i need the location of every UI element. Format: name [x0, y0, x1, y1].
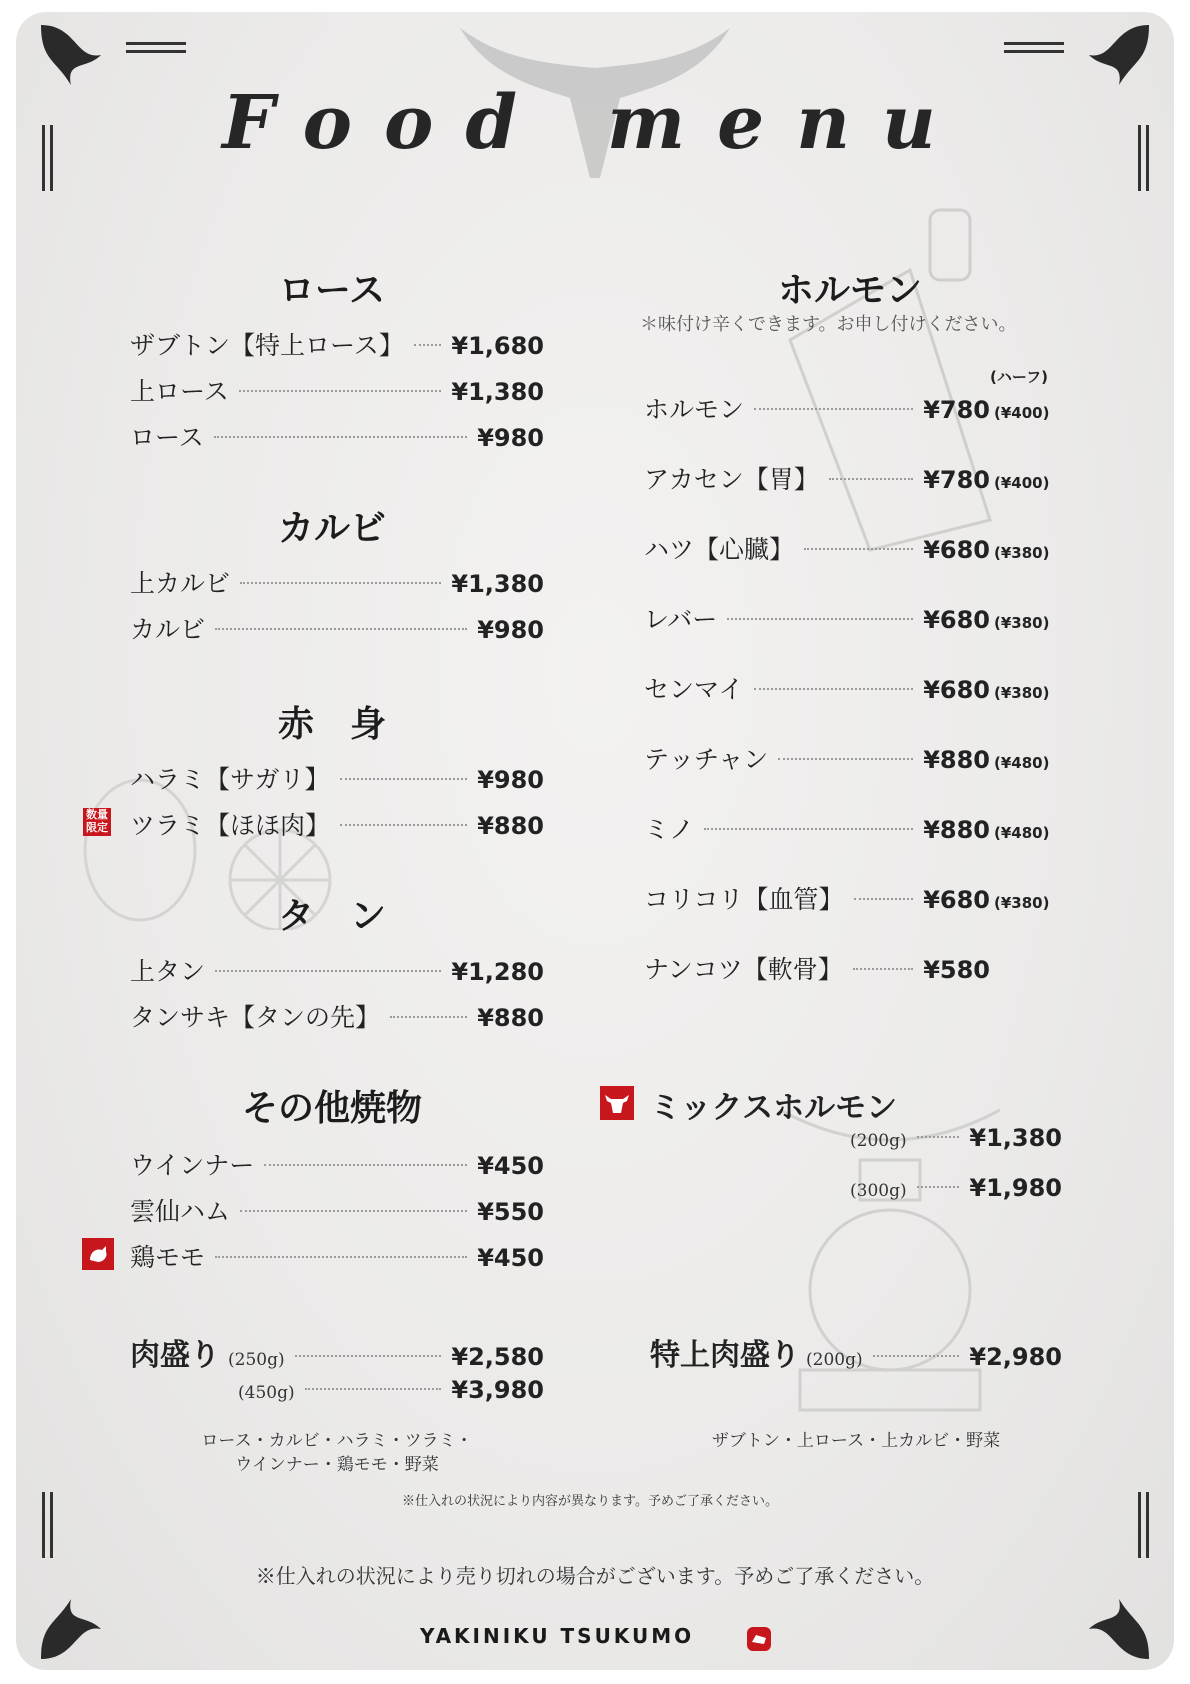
menu-item: [644, 390, 1060, 424]
item-name: ザブトン【特上ロース】: [130, 331, 404, 360]
item-price: ¥980: [477, 424, 544, 452]
item-price: ¥3,980: [451, 1376, 544, 1404]
menu-item: [850, 1124, 1062, 1158]
tokujo-contents: ザブトン・上ロース・上カルビ・野菜: [711, 1431, 1001, 1451]
section-heading-horumon: ホルモン: [777, 269, 922, 311]
moriawase-note: ※仕入れの状況により内容が異なります。予めご了承ください。: [402, 1494, 778, 1509]
menu-item: [644, 600, 1060, 634]
dot-leader: [873, 1355, 960, 1357]
item-name: ウインナー: [130, 1151, 255, 1180]
dot-leader: [215, 970, 441, 972]
dot-leader: [754, 688, 914, 690]
item-price: ¥1,380: [451, 570, 544, 598]
page-title: Food menu: [222, 80, 968, 166]
item-price: ¥450: [477, 1244, 544, 1272]
dot-leader: [829, 478, 913, 480]
menu-item: [644, 740, 1060, 774]
dot-leader: [853, 968, 913, 970]
dot-leader: [778, 758, 913, 760]
item-price: ¥1,280: [451, 958, 544, 986]
moriawase-row: [130, 1376, 544, 1410]
dot-leader: [240, 582, 441, 584]
spicy-note: ＊味付け辛くできます。お申し付けください。: [640, 314, 1017, 335]
dot-leader: [215, 1256, 467, 1258]
menu-item: [130, 952, 544, 986]
menu-item: [130, 998, 544, 1032]
menu-item: [644, 950, 1060, 984]
item-price: ¥580: [923, 956, 990, 984]
dot-leader: [704, 828, 913, 830]
dot-leader: [917, 1136, 960, 1138]
item-name: ツラミ【ほほ肉】: [130, 811, 331, 840]
dot-leader: [804, 548, 913, 550]
dot-leader: [264, 1164, 467, 1166]
section-heading-mix: ミックスホルモン: [650, 1090, 898, 1126]
dot-leader: [215, 628, 467, 630]
item-price: ¥1,980: [969, 1174, 1062, 1202]
menu-item: [850, 1174, 1062, 1208]
item-name: (200g): [806, 1350, 863, 1370]
rule: [126, 50, 186, 53]
item-name: (200g): [850, 1131, 907, 1151]
dot-leader: [295, 1355, 442, 1357]
menu-item: [130, 1238, 544, 1272]
item-price: ¥880: [477, 1004, 544, 1032]
menu-item: [644, 810, 1060, 844]
chicken-icon: [82, 1238, 114, 1270]
tokujo-row: [650, 1330, 1062, 1373]
dot-leader: [214, 436, 467, 438]
menu-item: [644, 670, 1060, 704]
dot-leader: [340, 778, 468, 780]
menu-item: [130, 610, 544, 644]
item-name: (300g): [850, 1181, 907, 1201]
item-price: ¥2,980: [969, 1343, 1062, 1371]
half-price: (¥380): [994, 544, 1050, 562]
item-price: ¥880: [923, 816, 990, 844]
half-price: (¥400): [994, 474, 1050, 492]
menu-item: [130, 564, 544, 598]
dot-leader: [239, 390, 442, 392]
item-name: 上カルビ: [130, 569, 231, 598]
menu-item: [130, 760, 544, 794]
moriawase-row: [130, 1330, 544, 1373]
rule: [42, 1492, 45, 1558]
item-name: ミノ: [644, 815, 695, 844]
section-heading-others: その他焼物: [241, 1087, 422, 1129]
dot-leader: [727, 618, 913, 620]
dot-leader: [390, 1016, 467, 1018]
half-price: (¥380): [994, 684, 1050, 702]
menu-item: [644, 880, 1060, 914]
item-price: ¥780: [923, 466, 990, 494]
item-price: ¥780: [923, 396, 990, 424]
item-price: ¥880: [923, 746, 990, 774]
item-name: カルビ: [130, 615, 206, 644]
item-name: (450g): [238, 1383, 295, 1403]
moriawase-contents: ウインナー・鶏モモ・野菜: [235, 1455, 439, 1475]
rule: [50, 1492, 53, 1558]
sold-out-note: ※仕入れの状況により売り切れの場合がございます。予めご了承ください。: [255, 1564, 935, 1588]
rule: [1146, 1492, 1149, 1558]
item-name: ハラミ【サガリ】: [130, 765, 330, 794]
item-price: ¥1,380: [451, 378, 544, 406]
dot-leader: [917, 1186, 960, 1188]
item-name: タンサキ【タンの先】: [130, 1003, 381, 1032]
dot-leader: [754, 408, 913, 410]
item-name: 雲仙ハム: [130, 1197, 231, 1226]
dot-leader: [414, 344, 442, 346]
rule: [1138, 1492, 1141, 1558]
item-price: ¥880: [477, 812, 544, 840]
item-name: 上タン: [130, 957, 206, 986]
item-price: ¥1,680: [451, 332, 544, 360]
half-price: (¥400): [994, 404, 1050, 422]
item-price: ¥2,580: [451, 1343, 544, 1371]
brand-logo-icon: [746, 1626, 772, 1652]
item-price: ¥680: [923, 606, 990, 634]
item-name: (250g): [228, 1350, 285, 1370]
item-price: ¥680: [923, 676, 990, 704]
dot-leader: [854, 898, 914, 900]
item-name: ホルモン: [644, 395, 745, 424]
menu-item: [644, 530, 1060, 564]
rule: [126, 42, 186, 45]
item-name: 鶏モモ: [130, 1243, 206, 1272]
item-price: ¥680: [923, 536, 990, 564]
brand-name: YAKINIKU TSUKUMO: [420, 1624, 695, 1648]
half-label: (ハーフ): [990, 368, 1048, 386]
item-price: ¥680: [923, 886, 990, 914]
item-name: レバー: [644, 605, 718, 634]
menu-item: [130, 806, 544, 840]
section-heading-kalbi: カルビ: [277, 507, 386, 549]
cow-icon: [600, 1086, 634, 1120]
item-price: ¥1,380: [969, 1124, 1062, 1152]
section-heading-loin: ロース: [278, 269, 386, 311]
item-name: ナンコツ【軟骨】: [644, 955, 843, 984]
menu-item: [130, 418, 544, 452]
dot-leader: [340, 824, 467, 826]
section-heading-tan: タ ン: [277, 895, 386, 937]
half-price: (¥480): [994, 824, 1050, 842]
ornament-bottom-right-icon: [1084, 1594, 1154, 1664]
item-name: 上ロース: [130, 377, 229, 406]
menu-item: [130, 1192, 544, 1226]
moriawase-contents: ロース・カルビ・ハラミ・ツラミ・: [201, 1431, 473, 1451]
half-price: (¥380): [994, 894, 1050, 912]
item-name: ハツ【心臓】: [644, 535, 795, 564]
menu-item: [130, 372, 544, 406]
menu-item: [130, 326, 544, 360]
item-price: ¥980: [477, 616, 544, 644]
item-name: テッチャン: [644, 745, 769, 774]
half-price: (¥480): [994, 754, 1050, 772]
item-name: 肉盛り: [130, 1338, 220, 1373]
rule: [1004, 42, 1064, 45]
rule: [1004, 50, 1064, 53]
section-heading-akami: 赤 身: [277, 703, 386, 745]
item-price: ¥980: [477, 766, 544, 794]
item-name: コリコリ【血管】: [644, 885, 844, 914]
item-name: ロース: [130, 423, 204, 452]
dot-leader: [240, 1210, 467, 1212]
half-price: (¥380): [994, 614, 1050, 632]
item-price: ¥550: [477, 1198, 544, 1226]
menu-item: [130, 1146, 544, 1180]
item-price: ¥450: [477, 1152, 544, 1180]
limited-quantity-badge: 数量 限定: [83, 808, 111, 836]
ornament-bottom-left-icon: [36, 1594, 106, 1664]
menu-item: [644, 460, 1060, 494]
item-name: アカセン【胃】: [644, 465, 819, 494]
dot-leader: [305, 1388, 442, 1390]
item-name: 特上肉盛り: [650, 1338, 800, 1373]
item-name: センマイ: [644, 675, 744, 704]
